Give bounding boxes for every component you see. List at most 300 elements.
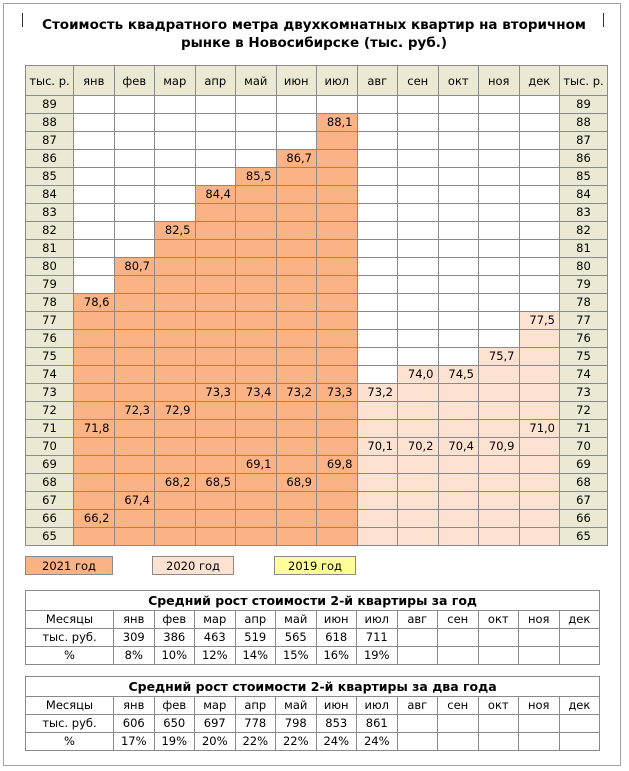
y-tick-left: 87 xyxy=(26,132,74,150)
year-growth-cell xyxy=(519,629,560,647)
two-year-growth-header-cell: апр xyxy=(235,697,276,715)
grid-cell xyxy=(74,168,115,186)
grid-cell xyxy=(114,438,155,456)
y-tick-right: 72 xyxy=(560,402,608,420)
y-tick-left: 85 xyxy=(26,168,74,186)
year-growth-cell: 12% xyxy=(195,647,236,665)
grid-cell xyxy=(357,528,398,546)
grid-cell xyxy=(114,528,155,546)
grid-cell xyxy=(317,204,358,222)
grid-cell xyxy=(276,204,317,222)
grid-cell xyxy=(195,222,236,240)
grid-row xyxy=(26,474,608,492)
grid-cell xyxy=(398,348,439,366)
y-tick-right: 77 xyxy=(560,312,608,330)
grid-cell xyxy=(317,492,358,510)
grid-cell xyxy=(74,114,115,132)
grid-cell xyxy=(519,258,560,276)
year-growth-cell: 8% xyxy=(114,647,155,665)
year-growth-cell: 565 xyxy=(276,629,317,647)
y-tick-right: 85 xyxy=(560,168,608,186)
two-year-growth-cell: 24% xyxy=(316,733,357,751)
grid-cell xyxy=(479,528,520,546)
grid-cell xyxy=(398,150,439,168)
data-label-2020-сен: 74,0 xyxy=(398,366,439,384)
axis-header-right: тыс. р. xyxy=(560,66,608,96)
grid-cell xyxy=(438,492,479,510)
grid-cell xyxy=(155,186,196,204)
grid-cell xyxy=(276,456,317,474)
grid-cell xyxy=(155,240,196,258)
grid-cell xyxy=(155,276,196,294)
grid-cell xyxy=(155,114,196,132)
grid-cell xyxy=(357,150,398,168)
grid-cell xyxy=(236,402,277,420)
grid-cell xyxy=(438,168,479,186)
grid-cell xyxy=(236,96,277,114)
grid-row xyxy=(26,186,608,204)
grid-cell xyxy=(519,474,560,492)
grid-cell xyxy=(479,204,520,222)
year-growth-cell: 386 xyxy=(154,629,195,647)
grid-cell xyxy=(195,510,236,528)
grid-row xyxy=(26,402,608,420)
year-growth-title: Средний рост стоимости 2-й квартиры за год xyxy=(26,591,600,611)
data-label-2021-мар: 82,5 xyxy=(155,222,196,240)
grid-cell xyxy=(357,114,398,132)
two-year-growth-header-cell: авг xyxy=(397,697,438,715)
grid-cell xyxy=(276,132,317,150)
grid-cell xyxy=(236,366,277,384)
two-year-growth-cell xyxy=(478,715,519,733)
grid-cell xyxy=(276,276,317,294)
grid-cell xyxy=(155,330,196,348)
grid-cell xyxy=(317,240,358,258)
grid-cell xyxy=(438,348,479,366)
grid-cell xyxy=(438,384,479,402)
grid-cell xyxy=(74,204,115,222)
grid-row xyxy=(26,510,608,528)
grid-cell xyxy=(519,294,560,312)
grid-cell xyxy=(519,510,560,528)
year-growth-header-cell: фев xyxy=(154,611,195,629)
grid-cell xyxy=(236,330,277,348)
grid-cell xyxy=(398,528,439,546)
grid-cell xyxy=(317,186,358,204)
grid-row xyxy=(26,96,608,114)
grid-cell xyxy=(398,294,439,312)
grid-cell xyxy=(74,240,115,258)
grid-cell xyxy=(438,456,479,474)
y-tick-right: 80 xyxy=(560,258,608,276)
grid-cell xyxy=(276,438,317,456)
two-year-growth-cell xyxy=(478,733,519,751)
grid-cell xyxy=(276,348,317,366)
grid-cell xyxy=(398,420,439,438)
y-tick-left: 82 xyxy=(26,222,74,240)
grid-cell xyxy=(276,186,317,204)
month-header-1: фев xyxy=(114,66,155,96)
grid-cell xyxy=(155,204,196,222)
grid-cell xyxy=(479,132,520,150)
legend-2019 xyxy=(274,556,356,575)
two-year-growth-cell: 606 xyxy=(114,715,155,733)
year-growth-cell: 519 xyxy=(235,629,276,647)
year-growth-cell: тыс. руб. xyxy=(26,629,114,647)
grid-cell xyxy=(195,132,236,150)
two-year-growth-header-cell: май xyxy=(276,697,317,715)
grid-cell xyxy=(519,222,560,240)
grid-cell xyxy=(276,294,317,312)
grid-cell xyxy=(236,312,277,330)
year-growth-header-cell: ноя xyxy=(519,611,560,629)
grid-cell xyxy=(357,240,398,258)
grid-cell xyxy=(74,528,115,546)
y-tick-left: 65 xyxy=(26,528,74,546)
grid-cell xyxy=(195,330,236,348)
y-tick-right: 74 xyxy=(560,366,608,384)
grid-cell xyxy=(74,402,115,420)
y-tick-right: 83 xyxy=(560,204,608,222)
grid-cell xyxy=(74,150,115,168)
y-tick-left: 72 xyxy=(26,402,74,420)
grid-cell xyxy=(317,258,358,276)
month-header-10: ноя xyxy=(479,66,520,96)
grid-cell xyxy=(236,276,277,294)
data-label-2019-окт: 70,4 xyxy=(438,438,479,456)
grid-cell xyxy=(357,510,398,528)
grid-cell xyxy=(114,294,155,312)
grid-cell xyxy=(155,312,196,330)
grid-cell xyxy=(114,384,155,402)
grid-cell xyxy=(236,258,277,276)
year-growth-header-cell: апр xyxy=(235,611,276,629)
year-growth-header-cell: июн xyxy=(316,611,357,629)
grid-cell xyxy=(438,528,479,546)
year-growth-cell: % xyxy=(26,647,114,665)
grid-cell xyxy=(195,456,236,474)
month-header-3: апр xyxy=(195,66,236,96)
grid-cell xyxy=(236,222,277,240)
grid-cell xyxy=(519,330,560,348)
y-tick-right: 69 xyxy=(560,456,608,474)
grid-row xyxy=(26,366,608,384)
two-year-growth-cell: 778 xyxy=(235,715,276,733)
y-tick-left: 78 xyxy=(26,294,74,312)
grid-cell xyxy=(519,492,560,510)
two-year-growth-cell xyxy=(397,715,438,733)
two-year-growth-cell: 650 xyxy=(154,715,195,733)
grid-cell xyxy=(357,402,398,420)
grid-cell xyxy=(155,366,196,384)
grid-row xyxy=(26,168,608,186)
y-tick-left: 66 xyxy=(26,510,74,528)
y-tick-right: 75 xyxy=(560,348,608,366)
grid-cell xyxy=(438,312,479,330)
grid-cell xyxy=(114,114,155,132)
y-tick-left: 76 xyxy=(26,330,74,348)
month-header-7: авг xyxy=(357,66,398,96)
grid-cell xyxy=(357,366,398,384)
grid-cell xyxy=(236,438,277,456)
grid-cell xyxy=(236,348,277,366)
grid-cell xyxy=(479,258,520,276)
two-year-growth-header-cell: Месяцы xyxy=(26,697,114,715)
grid-cell xyxy=(479,402,520,420)
two-year-growth-cell: 853 xyxy=(316,715,357,733)
grid-cell xyxy=(398,330,439,348)
y-tick-right: 78 xyxy=(560,294,608,312)
grid-cell xyxy=(519,348,560,366)
two-year-growth-cell xyxy=(559,733,600,751)
grid-cell xyxy=(398,312,439,330)
axis-header-left: тыс. р. xyxy=(26,66,74,96)
grid-cell xyxy=(195,240,236,258)
year-growth-header-cell: мар xyxy=(195,611,236,629)
grid-cell xyxy=(236,528,277,546)
y-tick-right: 70 xyxy=(560,438,608,456)
grid-cell xyxy=(74,474,115,492)
year-growth-cell xyxy=(478,647,519,665)
corner-mark-left xyxy=(22,13,23,27)
grid-cell xyxy=(438,240,479,258)
grid-cell xyxy=(317,420,358,438)
grid-cell xyxy=(74,438,115,456)
grid-cell xyxy=(398,186,439,204)
month-header-9: окт xyxy=(438,66,479,96)
data-label-2020-дек: 77,5 xyxy=(519,312,560,330)
grid-cell xyxy=(195,204,236,222)
two-year-growth-header-row xyxy=(26,697,600,715)
grid-row xyxy=(26,312,608,330)
grid-cell xyxy=(114,168,155,186)
grid-cell xyxy=(317,528,358,546)
data-label-2021-янв: 78,6 xyxy=(74,294,115,312)
grid-row xyxy=(26,222,608,240)
year-growth-cell: 15% xyxy=(276,647,317,665)
data-label-2019-апр: 68,5 xyxy=(195,474,236,492)
grid-cell xyxy=(317,312,358,330)
grid-cell xyxy=(438,150,479,168)
year-growth-cell: 309 xyxy=(114,629,155,647)
grid-cell xyxy=(195,420,236,438)
grid-cell xyxy=(276,330,317,348)
grid-cell xyxy=(195,276,236,294)
grid-cell xyxy=(317,276,358,294)
grid-cell xyxy=(519,384,560,402)
grid-cell xyxy=(479,114,520,132)
grid-cell xyxy=(519,438,560,456)
grid-cell xyxy=(438,258,479,276)
y-tick-left: 89 xyxy=(26,96,74,114)
grid-cell xyxy=(398,474,439,492)
y-tick-left: 84 xyxy=(26,186,74,204)
grid-cell xyxy=(519,168,560,186)
data-label-2019-мар: 68,2 xyxy=(155,474,196,492)
grid-cell xyxy=(276,114,317,132)
year-growth-header-cell: янв xyxy=(114,611,155,629)
grid-row xyxy=(26,528,608,546)
data-label-2020-авг: 73,2 xyxy=(357,384,398,402)
grid-cell xyxy=(357,276,398,294)
data-label-2020-окт: 74,5 xyxy=(438,366,479,384)
year-growth-cell xyxy=(478,629,519,647)
grid-cell xyxy=(114,420,155,438)
two-year-growth-cell: 20% xyxy=(195,733,236,751)
grid-cell xyxy=(236,204,277,222)
y-tick-left: 80 xyxy=(26,258,74,276)
grid-cell xyxy=(317,330,358,348)
grid-row xyxy=(26,204,608,222)
grid-row xyxy=(26,330,608,348)
y-tick-right: 73 xyxy=(560,384,608,402)
grid-cell xyxy=(74,348,115,366)
grid-cell xyxy=(114,96,155,114)
grid-cell xyxy=(155,438,196,456)
grid-cell xyxy=(195,312,236,330)
grid-cell xyxy=(357,312,398,330)
year-growth-cell xyxy=(559,629,600,647)
y-tick-right: 71 xyxy=(560,420,608,438)
year-growth-table xyxy=(25,590,600,665)
grid-cell xyxy=(519,114,560,132)
grid-cell xyxy=(195,114,236,132)
grid-cell xyxy=(317,438,358,456)
grid-cell xyxy=(114,150,155,168)
grid-cell xyxy=(438,114,479,132)
grid-cell xyxy=(357,258,398,276)
grid-cell xyxy=(155,294,196,312)
grid-cell xyxy=(74,330,115,348)
grid-cell xyxy=(276,420,317,438)
grid-cell xyxy=(479,150,520,168)
grid-cell xyxy=(317,402,358,420)
y-tick-right: 76 xyxy=(560,330,608,348)
two-year-growth-cell xyxy=(438,715,479,733)
y-tick-right: 81 xyxy=(560,240,608,258)
year-growth-cell: 463 xyxy=(195,629,236,647)
grid-cell xyxy=(236,420,277,438)
year-growth-header-cell: июл xyxy=(357,611,398,629)
data-label-2021-июл: 88,1 xyxy=(317,114,358,132)
grid-cell xyxy=(398,402,439,420)
grid-cell xyxy=(357,474,398,492)
data-label-2021-май: 85,5 xyxy=(236,168,277,186)
grid-cell xyxy=(276,366,317,384)
grid-cell xyxy=(438,474,479,492)
grid-cell xyxy=(398,240,439,258)
two-year-growth-row xyxy=(26,733,600,751)
chart-title: Стоимость квадратного метра двухкомнатных квартир на вторичном рынке в Новосибирске (тыс. руб.) xyxy=(42,17,586,51)
y-tick-right: 87 xyxy=(560,132,608,150)
grid-cell xyxy=(317,150,358,168)
legend-2020 xyxy=(152,556,234,575)
grid-cell xyxy=(74,276,115,294)
y-tick-left: 86 xyxy=(26,150,74,168)
grid-cell xyxy=(479,510,520,528)
grid-cell xyxy=(195,96,236,114)
grid-cell xyxy=(479,366,520,384)
grid-row xyxy=(26,294,608,312)
two-year-growth-cell: 24% xyxy=(357,733,398,751)
year-growth-cell xyxy=(519,647,560,665)
y-tick-left: 79 xyxy=(26,276,74,294)
year-growth-row xyxy=(26,647,600,665)
grid-cell xyxy=(114,240,155,258)
grid-cell xyxy=(479,384,520,402)
y-tick-right: 68 xyxy=(560,474,608,492)
grid-cell xyxy=(398,276,439,294)
two-year-growth-header-cell: мар xyxy=(195,697,236,715)
two-year-growth-header-cell: июл xyxy=(357,697,398,715)
grid-cell xyxy=(114,474,155,492)
two-year-growth-cell: тыс. руб. xyxy=(26,715,114,733)
grid-row xyxy=(26,150,608,168)
grid-cell xyxy=(357,132,398,150)
y-tick-left: 77 xyxy=(26,312,74,330)
year-growth-cell: 711 xyxy=(357,629,398,647)
grid-cell xyxy=(357,294,398,312)
two-year-growth-table xyxy=(25,676,600,751)
grid-cell xyxy=(195,402,236,420)
grid-row xyxy=(26,438,608,456)
grid-cell xyxy=(195,258,236,276)
grid-cell xyxy=(155,528,196,546)
data-label-2020-янв: 71,8 xyxy=(74,420,115,438)
grid-cell xyxy=(398,384,439,402)
grid-header-row xyxy=(26,66,608,96)
grid-cell xyxy=(357,96,398,114)
grid-cell xyxy=(438,420,479,438)
year-growth-cell xyxy=(559,647,600,665)
grid-cell xyxy=(236,474,277,492)
grid-cell xyxy=(357,456,398,474)
two-year-growth-cell: 861 xyxy=(357,715,398,733)
two-year-growth-cell: 22% xyxy=(235,733,276,751)
grid-cell xyxy=(357,186,398,204)
grid-cell xyxy=(236,150,277,168)
year-growth-cell xyxy=(397,647,438,665)
grid-cell xyxy=(276,222,317,240)
grid-cell xyxy=(236,294,277,312)
month-header-8: сен xyxy=(398,66,439,96)
grid-cell xyxy=(155,384,196,402)
grid-cell xyxy=(479,492,520,510)
grid-cell xyxy=(398,96,439,114)
two-year-growth-row xyxy=(26,715,600,733)
data-label-2019-дек: 71,0 xyxy=(519,420,560,438)
year-growth-header-cell: авг xyxy=(397,611,438,629)
data-label-2019-ноя: 70,9 xyxy=(479,438,520,456)
grid-cell xyxy=(236,240,277,258)
y-tick-left: 81 xyxy=(26,240,74,258)
two-year-growth-header-cell: дек xyxy=(559,697,600,715)
grid-cell xyxy=(155,456,196,474)
y-tick-left: 68 xyxy=(26,474,74,492)
grid-cell xyxy=(114,312,155,330)
grid-cell xyxy=(114,330,155,348)
month-header-6: июл xyxy=(317,66,358,96)
grid-cell xyxy=(519,150,560,168)
grid-cell xyxy=(519,402,560,420)
grid-cell xyxy=(155,510,196,528)
grid-cell xyxy=(236,492,277,510)
year-growth-cell: 618 xyxy=(316,629,357,647)
year-growth-header-cell: сен xyxy=(438,611,479,629)
grid-cell xyxy=(317,96,358,114)
year-growth-cell xyxy=(438,629,479,647)
grid-cell xyxy=(114,366,155,384)
